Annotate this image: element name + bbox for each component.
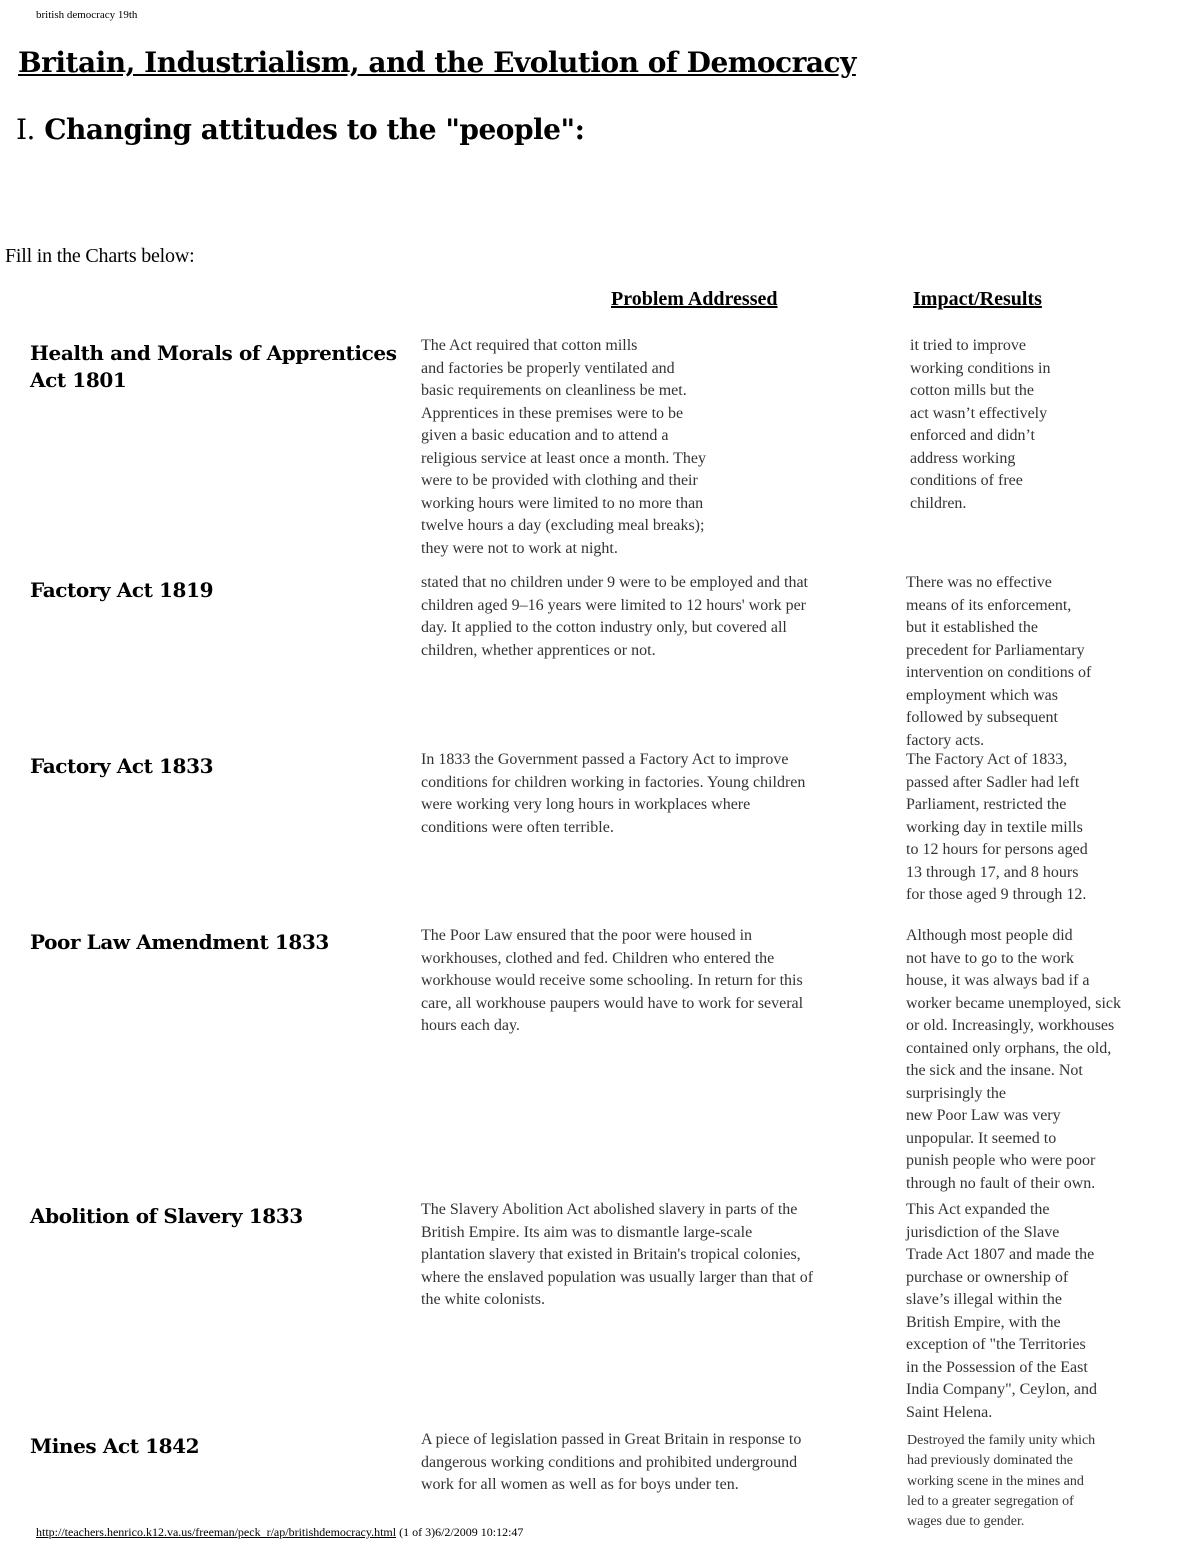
act-name: Health and Morals of Apprentices Act 1801 [30,341,397,392]
impact-cell: This Act expanded the jurisdiction of the Slave Trade Act 1807 and made the purchase or ownership of slave’s illegal within the British Empire, with the exception of "the Territories in the Possession of the East India Company", Ceylon, and Saint Helena. [906,1201,1097,1421]
page-footer [36,1525,523,1540]
impact-cell: it tried to improve working conditions in cotton mills but the act wasn’t effectively enforced and didn’t address working conditions of free children. [910,337,1051,512]
problem-cell: The Poor Law ensured that the poor were housed in workhouses, clothed and fed. Children who entered the workhouse would receive some schooling. In return for this care, all workhouse paupers would have to work for several hours each day. [421,927,804,1034]
problem-cell: stated that no children under 9 were to be employed and that children aged 9–16 years were limited to 12 hours' work per day. It applied to the cotton industry only, but covered all children, whether apprentices or not. [421,574,808,659]
section-number: I. [16,113,35,146]
column-header-impact: Impact/Results [913,288,1042,310]
problem-cell: In 1833 the Government passed a Factory Act to improve conditions for children working in factories. Young children were working very long hours in workplaces where conditions were often terrible. [421,751,806,836]
footer-info: (1 of 3)6/2/2009 10:12:47 [396,1525,524,1539]
impact-cell: Although most people did not have to go to the work house, it was always bad if a worker became unemployed, sick or old. Increasingly, workhouses contained only orphans, the old, the sick and the insane. Not surprisingly the new Poor Law was very unpopular. It seemed to punish people who were poor through no fault of their own. [906,927,1122,1192]
impact-cell: Destroyed the family unity which had previously dominated the working scene in the mines and led to a greater segregation of wages due to gender. [907,1433,1096,1530]
problem-cell: The Slavery Abolition Act abolished slavery in parts of the British Empire. Its aim was to dismantle large-scale plantation slavery that existed in Britain's tropical colonies, where the enslaved population was usually larger than that of the white colonists. [421,1201,814,1308]
document-title: Britain, Industrialism, and the Evolution of Democracy [18,46,856,79]
act-name: Abolition of Slavery 1833 [30,1204,303,1228]
section-title: Changing attitudes to the "people": [44,113,585,146]
act-name: Poor Law Amendment 1833 [30,930,329,954]
problem-cell: A piece of legislation passed in Great Britain in response to dangerous working conditions and prohibited underground work for all women as well as for boys under ten. [421,1431,802,1493]
footer-url[interactable]: http://teachers.henrico.k12.va.us/freeman/peck_r/ap/britishdemocracy.html [36,1525,397,1539]
act-name: Factory Act 1833 [30,754,214,778]
section-heading [16,113,584,146]
act-name: Mines Act 1842 [30,1434,200,1458]
problem-cell: The Act required that cotton mills and factories be properly ventilated and basic requirements on cleanliness be met. Apprentices in these premises were to be given a basic education and to attend a religious service at least once a month. They were to be provided with clothing and their working hours were limited to no more than twelve hours a day (excluding meal breaks); they were not to work at night. [421,337,706,557]
column-header-problem: Problem Addressed [611,288,778,310]
page-header: british democracy 19th [36,9,138,21]
act-name: Factory Act 1819 [30,578,214,602]
instructions: Fill in the Charts below: [5,245,195,267]
impact-cell: The Factory Act of 1833, passed after Sadler had left Parliament, restricted the working day in textile mills to 12 hours for persons aged 13 through 17, and 8 hours for those aged 9 through 12. [906,751,1088,903]
impact-cell: There was no effective means of its enforcement, but it established the precedent for Parliamentary intervention on conditions of employment which was followed by subsequent factory acts. [906,574,1092,749]
